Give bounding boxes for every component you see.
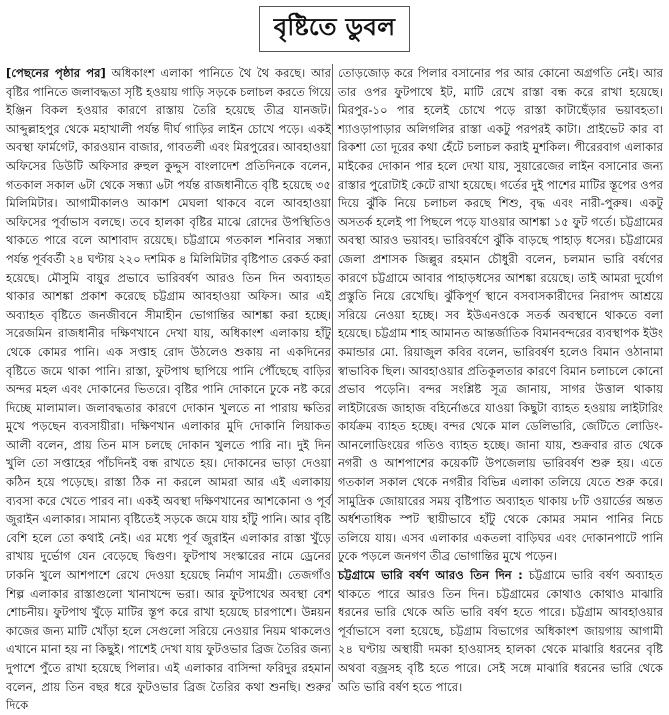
left-column	[6, 64, 331, 713]
headline-area	[0, 6, 669, 52]
left-body-text: অধিকাংশ এলাকা পানিতে থৈ থৈ করছে। আর বৃষ্টির পানিতে জলাবদ্ধতা সৃষ্টি হওয়ায় গাড়ি সড়কে চলাচল করতে গিয়ে ইঞ্জিন বিকল হওয়ার কারণে রাস্তায় তৈরি হয়েছে তীব্র যানজট। আব্দুল্লাহপুর থেকে মহাখালী পর্যন্ত দীর্ঘ গাড়ির লাইন চোখে পড়ে। একই অবস্থা ফার্মগেট, কারওয়ান বাজার, গাবতলী এবং মিরপুরের। আবহাওয়া অফিসের ডিউটি অফিসার রুহুল কুদ্দুস বাংলাদেশ প্রতিদিনকে বলেন, গতকাল সকাল ৬টা থেকে সন্ধ্যা ৬টা পর্যন্ত রাজধানীতে বৃষ্টি হয়েছে ৩৫ মিলিমিটার। আগামীকালও আকাশ মেঘলা থাকবে বলে আবহাওয়া অফিসের পূর্বাভাস বলছে। তবে হালকা বৃষ্টির মাঝে রোদের উপস্থিতিও থাকতে পারে বলে আশাবাদ রয়েছে। চট্টগ্রামে গতকাল শনিবার সন্ধ্যা পর্যন্ত পূর্ববর্তী ২৪ ঘণ্টায় ২২০ দশমিক ৪ মিলিমিটার বৃষ্টিপাত রেকর্ড করা হয়েছে। মৌসুমি বায়ুর প্রভাবে ভারিবর্ষণ আরও তিন দিন অব্যাহত থাকার আশঙ্কা প্রকাশ করেছে চট্টগ্রাম আবহাওয়া অফিস। আর এই অব্যাহত বৃষ্টিতে জনজীবনে সীমাহীন ভোগান্তির আশঙ্কা করা হচ্ছে। সরেজমিন রাজধানীর দক্ষিণখানে দেখা যায়, অধিকাংশ এলাকায় হাঁটু থেকে কোমর পানি। এক সপ্তাহ রোদ উঠলেও শুকায় না একদিনের বৃষ্টিতে জমে থাকা পানি। রাস্তা, ফুটপাথ ছাপিয়ে পানি পৌঁছেছে বাড়ির অন্দর মহল এবং দোকানের ভিতরে। বৃষ্টির পানি দোকানে ঢুকে নষ্ট করে দিচ্ছে মালামাল। জলাবদ্ধতার কারণে দোকান খুলতে না পারায় ক্ষতির মুখে পড়ছেন ব্যবসায়ীরা। দক্ষিণখান এলাকার মুদি দোকানি লিয়াকত আলী বলেন, প্রায় তিন মাস চলছে দোকান খুলতে পারি না। দুই দিন খুলি তো সপ্তাহের পাঁচদিনই বন্ধ রাখতে হয়। দোকানের ভাড়া দেওয়া কঠিন হয়ে পড়েছে। রাস্তা ঠিক না করলে আমরা আর এই এলাকায় ব্যবসা করে খেতে পারব না। একই অবস্থা দক্ষিণখানের আশকোনা ও পূর্ব জুরাইন এলাকার। সামান্য বৃষ্টিতেই সড়কে জমে যায় হাঁটু পানি। আর বৃষ্টি বেশি হলে তো কথাই নেই। এর মধ্যে পূর্ব জুরাইন এলাকার রাস্তা খুঁড়ে রাখায় দুর্ভোগ যেন বেড়েছে দ্বিগুণ। ফুটপাথ সংস্কারের নামে ড্রেনের ঢাকনি খুলে আশপাশে রেখে দেওয়া হয়েছে নির্মাণ সামগ্রী। তেজগাঁও শিল্প এলাকার রাস্তাগুলো খানাখন্দে ভরা। আর ফুটপাথের অবস্থা বেশ শোচনীয়। ফুটপাথ খুঁড়ে মাটির স্তূপ করে রাখা হয়েছে চারপাশে। উন্নয়ন কাজের জন্য মাটি খোঁড়া হলে সেগুলো সরিয়ে নেওয়ার নিয়ম থাকলেও এখানে মানা হয় না কিছুই। পাশেই দেখা যায় ফুটওভার ব্রিজ তৈরির জন্য দুপাশে পুঁতে রাখা হয়েছে পিলার। এই এলাকার বাসিন্দা ফরিদুর রহমান বলেন, প্রায় তিন বছর ধরে ফুটওভার ব্রিজ তৈরির কথা শুনছি। শুরুর দিকে	[6, 66, 331, 713]
right-paragraph-bottom	[338, 566, 663, 696]
right-body-text-bottom: চট্টগ্রামে ভারি বর্ষণ অব্যাহত থাকতে পারে আরও তিন দিন। চট্টগ্রামের কোথাও কোথাও মাঝারি ধরনের ভারি থেকে অতি ভারি বর্ষণ হতে পারে। চট্টগ্রাম আবহাওয়ার পূর্বাভাসে বলা হয়েছে, চট্টগ্রাম বিভাগের অধিকাংশ জায়গায় আগামী ২৪ ঘণ্টায় অস্থায়ী দমকা হাওয়াসহ হালকা থেকে মাঝারি ধরনের বৃষ্টি অথবা বজ্রসহ বৃষ্টি হতে পারে। সেই সঙ্গে মাঝারি ধরনের ভারি থেকে অতি ভারি বর্ষণ হতে পারে।	[338, 568, 663, 694]
column-divider	[332, 64, 333, 682]
sub-headline: চট্টগ্রামে ভারি বর্ষণ আরও তিন দিন :	[338, 568, 523, 583]
right-paragraph-top: তোড়জোড় করে পিলার বসানোর পর আর কোনো অগ্রগতি নেই। আর তার ওপর ফুটপাথে ইট, মাটি রেখে রাস্তা বন্ধ করে রাখা হয়েছে। মিরপুর-১০ পার হলেই চোখে পড়ে রাস্তা কাটাছেঁড়ার ভয়াবহতা। শ্যাওড়াপাড়ার অলিগলির রাস্তা একটু পরপরই কাটা। প্রাইভেট কার বা রিকশা তো দূরের কথা হেঁটে চলাচল করাই মুশকিল। পীরেরবাগ এলাকার মাইকের দোকান পার হলে দেখা যায়, সুয়ারেজের লাইন বসানোর জন্য রাস্তার পুরোটাই কেটে রাখা হয়েছে। গর্তের দুই পাশের মাটির স্তূপের ওপর দিয়ে ঝুঁকি নিয়ে চলাচল করছে শিশু, বৃদ্ধ এবং নারী-পুরুষ। একটু অসতর্ক হলেই পা পিছলে পড়ে যাওয়ার আশঙ্কা ১৫ ফুট গর্তে। চট্টগ্রামের অবস্থা আরও ভয়াবহ। ভারিবর্ষণে ঝুঁকি বাড়ছে পাহাড় ধসের। চট্টগ্রামের জেলা প্রশাসক জিল্লুর রহমান চৌধুরী বলেন, চলমান ভারি বর্ষণের কারণে চট্টগ্রামে আবার পাহাড়ধসের আশঙ্কা রয়েছে। তাই আমরা দুর্যোগ প্রস্তুতি নিয়ে রেখেছি। ঝুঁকিপূর্ণ স্থানে বসবাসকারীদের নিরাপদ আশ্রয়ে সরিয়ে নেওয়া হচ্ছে। সব ইউএনওকে সতর্ক অবস্থানে থাকতে বলা হয়েছে। চট্টগ্রাম শাহ আমানত আন্তর্জাতিক বিমানবন্দরের ব্যবস্থাপক ইউং কমান্ডার মো. রিয়াজুল কবির বলেন, ভারিবর্ষণ হলেও বিমান ওঠানামা স্বাভাবিক ছিল। আবহাওয়ার প্রতিকূলতার কারণে বিমান চলাচলে কোনো প্রভাব পড়েনি। বন্দর সংশ্লিষ্ট সূত্র জানায়, সাগর উত্তাল থাকায় লাইটারেজ জাহাজ বহির্নোঙরে যাওয়া কিছুটা ব্যাহত হওয়ায় লাইটারিং কার্যক্রম ব্যাহত হচ্ছে। বন্দর থেকে মাল ডেলিভারি, জেটিতে লোডিং-আনলোডিংয়ের গতিও ব্যাহত হচ্ছে। জানা যায়, শুক্রবার রাত থেকে নগরী ও আশপাশের কয়েকটি উপজেলায় ভারিবর্ষণ শুরু হয়। এতে গতকাল সকাল থেকে নগরীর বিভিন্ন এলাকা তলিয়ে যেতে শুরু করে। সামুদ্রিক জোয়ারের সময় বৃষ্টিপাত অব্যাহত থাকায় ৮টি ওয়ার্ডের অন্তত অর্ধশতাধিক স্পট স্থায়ীভাবে হাঁটু থেকে কোমর সমান পানির নিচে তলিয়ে যায়। এসব এলাকার একতলা বাড়িঘর এবং দোকানপাটে পানি ঢুকে পড়লে জনগণ তীব্র ভোগান্তির মুখে পড়েন।	[338, 66, 663, 564]
left-paragraph	[6, 64, 331, 715]
continued-from-tag: [পেছনের পৃষ্ঠার পর]	[6, 66, 106, 80]
headline: বৃষ্টিতে ডুবল	[259, 6, 411, 52]
right-column	[338, 64, 663, 694]
